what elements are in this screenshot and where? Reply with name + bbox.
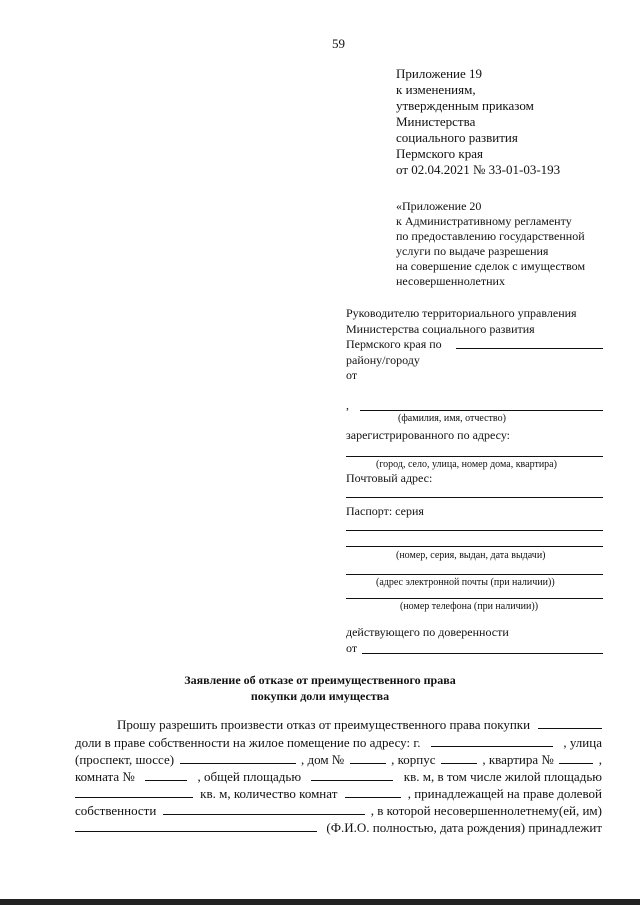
passport-label: Паспорт: серия (346, 504, 424, 518)
addressee-line-1: Руководителю территориального управления (346, 306, 577, 320)
fio-field[interactable] (360, 410, 603, 411)
address-field[interactable] (346, 456, 603, 457)
appendix-19-line: Министерства (396, 114, 476, 129)
appendix-20-line: несовершеннолетних (396, 274, 505, 288)
address-caption: (город, село, улица, номер дома, квартира) (376, 459, 557, 470)
appendix-19-line: Пермского края (396, 146, 483, 161)
addressee-line-3: Пермского края по (346, 337, 442, 351)
email-field[interactable] (346, 574, 603, 575)
body-text: (Ф.И.О. полностью, дата рождения) принадлежит (326, 820, 602, 835)
street-blank[interactable] (180, 752, 296, 764)
body-text: , принадлежащей на праве долевой (407, 786, 602, 801)
body-line-7 (75, 820, 602, 836)
document-title-line-2: покупки доли имущества (250, 689, 390, 703)
body-text: , квартира № (482, 752, 554, 767)
page-number: 59 (332, 36, 345, 51)
apartment-blank[interactable] (559, 752, 593, 764)
appendix-19-line: социального развития (396, 130, 518, 145)
body-line-4 (75, 769, 602, 785)
body-line-2 (75, 735, 602, 751)
fio-caption: (фамилия, имя, отчество) (398, 413, 506, 424)
postal-label: Почтовый адрес: (346, 471, 433, 485)
body-text: Прошу разрешить произвести отказ от преимущественного права покупки (117, 717, 531, 732)
appendix-19-line: Приложение 19 (396, 66, 483, 81)
living-area-blank[interactable] (75, 786, 193, 798)
body-text: , (598, 752, 602, 767)
minor-fio-blank[interactable] (75, 820, 317, 832)
appendix-20-line: на совершение сделок с имуществом (396, 259, 586, 273)
total-area-blank[interactable] (311, 769, 393, 781)
city-blank[interactable] (431, 735, 553, 747)
body-text: комната № (75, 769, 135, 784)
share-blank[interactable] (538, 717, 602, 729)
body-text: , корпус (391, 752, 436, 767)
comma-mark: , (346, 398, 349, 412)
appendix-19-line: от 02.04.2021 № 33-01-03-193 (396, 162, 561, 177)
registered-label: зарегистрированного по адресу: (346, 428, 510, 442)
body-text: собственности (75, 803, 157, 818)
house-blank[interactable] (350, 752, 386, 764)
body-text: , общей площадью (197, 769, 302, 784)
postal-field[interactable] (346, 497, 603, 498)
document-title-line-1: Заявление об отказе от преимущественного права (184, 673, 456, 687)
body-line-3 (75, 752, 602, 768)
body-text: доли в праве собственности на жилое помещение по адресу: г. (75, 735, 421, 750)
email-caption: (адрес электронной почты (при наличии)) (376, 577, 555, 588)
phone-caption: (номер телефона (при наличии)) (400, 601, 539, 612)
body-text: кв. м, количество комнат (200, 786, 338, 801)
addressee-line-4: району/городу (346, 353, 420, 367)
passport-field-2[interactable] (346, 546, 603, 547)
body-line-5 (75, 786, 602, 802)
room-blank[interactable] (145, 769, 187, 781)
scan-bottom-edge (0, 899, 640, 905)
body-text: (проспект, шоссе) (75, 752, 175, 767)
body-line-6 (75, 803, 602, 819)
passport-field-1[interactable] (346, 530, 603, 531)
proxy-label: действующего по доверенности (346, 625, 509, 639)
building-blank[interactable] (441, 752, 477, 764)
body-text: , дом № (300, 752, 345, 767)
appendix-20-line: к Административному регламенту (396, 214, 572, 228)
body-text: , в которой несовершеннолетнему(ей, им) (370, 803, 602, 818)
body-line-1 (75, 717, 602, 733)
addressee-line-2: Министерства социального развития (346, 322, 535, 336)
proxy-from-label: от (346, 641, 358, 655)
body-text: кв. м, в том числе жилой площадью (403, 769, 602, 784)
district-field[interactable] (456, 348, 603, 349)
appendix-19-block (396, 66, 560, 178)
ownership-blank[interactable] (163, 803, 365, 815)
appendix-20-line: по предоставлению государственной (396, 229, 585, 243)
appendix-19-line: утвержденным приказом (396, 98, 534, 113)
passport-caption: (номер, серия, выдан, дата выдачи) (396, 550, 546, 561)
rooms-count-blank[interactable] (345, 786, 401, 798)
body-text: , улица (563, 735, 602, 750)
appendix-20-line: «Приложение 20 (396, 199, 482, 213)
appendix-19-line: к изменениям, (396, 82, 476, 97)
phone-field[interactable] (346, 598, 603, 599)
proxy-field[interactable] (362, 653, 603, 654)
appendix-20-block (396, 199, 585, 289)
addressee-from: от (346, 368, 358, 382)
appendix-20-line: услуги по выдаче разрешения (396, 244, 549, 258)
